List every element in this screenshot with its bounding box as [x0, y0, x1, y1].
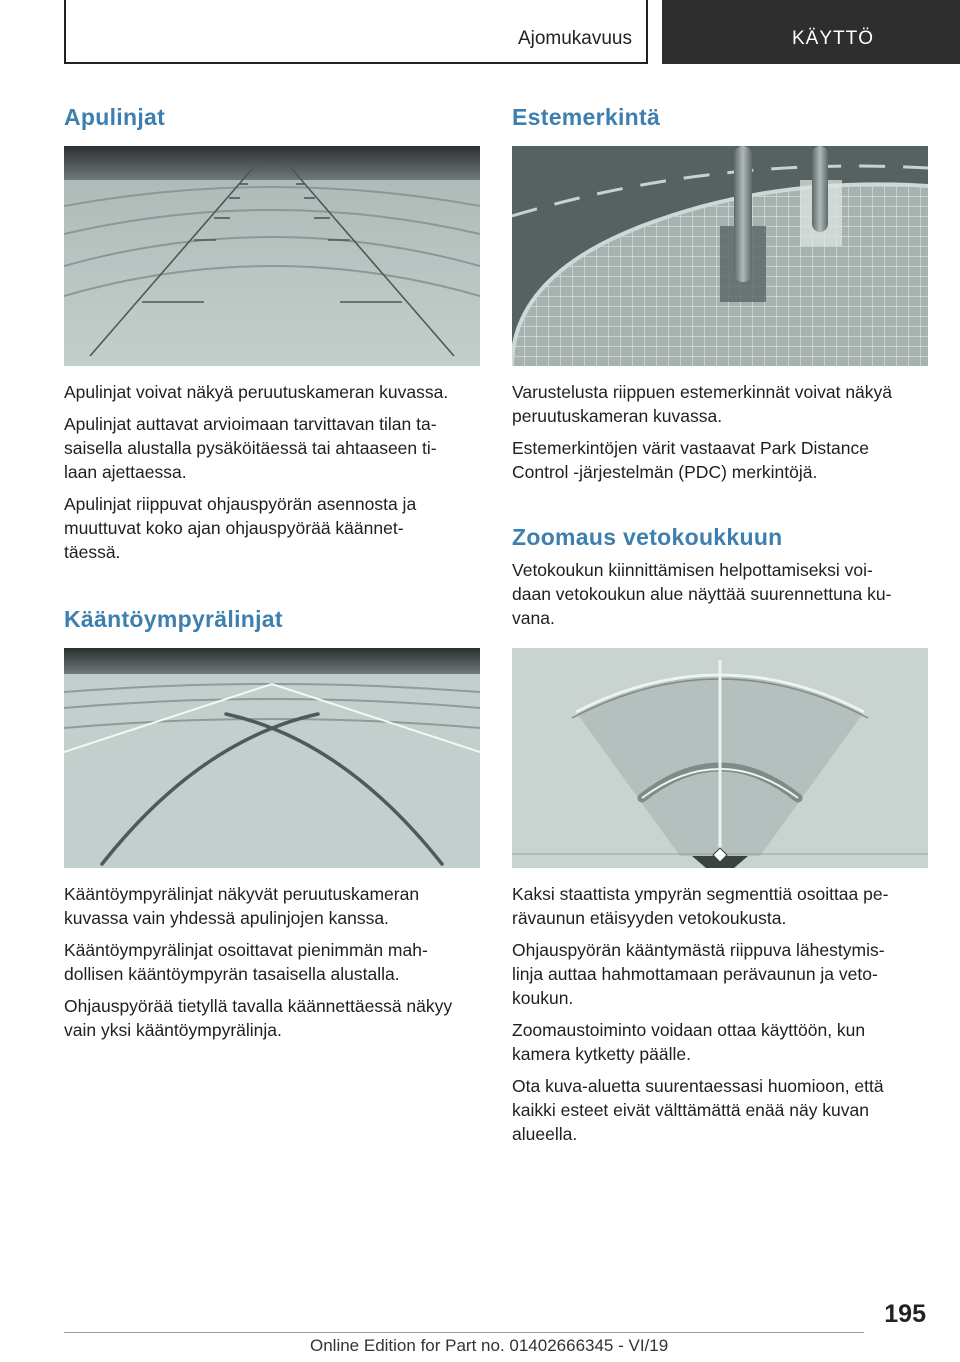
text: Ota kuva-aluetta suurentaessasi huomioon, että kaikki esteet eivät välttämättä enää näy kuvan alueella. — [512, 1076, 884, 1144]
text: Apulinjat riippuvat ohjauspyörän asennosta ja muuttuvat koko ajan ohjauspyörää käännet- täessä. — [64, 494, 417, 562]
heading-apulinjat: Apulinjat — [64, 104, 166, 130]
text: Kääntöympyrälinjat osoittavat pienimmän mah- dollisen kääntöympyrän tasaisella alustalla. — [64, 940, 428, 984]
header-chapter-tab — [662, 0, 960, 64]
heading-kaantoympyralinjat: Kääntöympyrälinjat — [64, 606, 283, 632]
guide-lines-image — [64, 146, 480, 366]
text: Ohjauspyörän kääntymästä riippuva lähestymis- linja auttaa hahmottamaan perävaunun ja veto- koukun. — [512, 940, 885, 1008]
header-section-label: Ajomukavuus — [517, 28, 632, 49]
footer-edition: Online Edition for Part no. 01402666345 - VI/19 — [310, 1336, 669, 1355]
text: Estemerkintöjen värit vastaavat Park Distance Control -järjestelmän (PDC) merkintöjä. — [512, 438, 869, 482]
turning-circle-lines-image — [64, 648, 480, 868]
footer-divider — [64, 1332, 864, 1333]
text: Apulinjat voivat näkyä peruutuskameran kuvassa. — [64, 382, 449, 402]
text: Kaksi staattista ympyrän segmenttiä osoittaa pe- rävaunun etäisyyden vetokoukusta. — [512, 884, 889, 928]
hitch-zoom-image — [512, 648, 928, 868]
text: Ohjauspyörää tietyllä tavalla käännettäessä näkyy vain yksi kääntöympyrälinja. — [64, 996, 453, 1040]
heading-zoomaus-vetokoukkuun: Zoomaus vetokoukkuun — [512, 524, 783, 550]
header-section-tab — [64, 0, 648, 64]
text: Kääntöympyrälinjat näkyvät peruutuskameran kuvassa vain yhdessä apulinjojen kanssa. — [64, 884, 420, 928]
heading-estemerkinta: Estemerkintä — [512, 104, 661, 130]
text: Apulinjat auttavat arvioimaan tarvittavan tilan ta- saisella alustalla pysäköitäessä tai ahtaaseen ti- laan ajettaessa. — [64, 414, 437, 482]
obstacle-markings-image — [512, 146, 928, 366]
page-number: 195 — [884, 1300, 926, 1328]
header-chapter-label: KÄYTTÖ — [792, 28, 875, 49]
text: Zoomaustoiminto voidaan ottaa käyttöön, kun kamera kytketty päälle. — [512, 1020, 866, 1064]
text: Varustelusta riippuen estemerkinnät voivat näkyä peruutuskameran kuvassa. — [512, 382, 893, 426]
text: Vetokoukun kiinnittämisen helpottamiseksi voi- daan vetokoukun alue näyttää suurennettuna ku- vana. — [512, 560, 892, 628]
